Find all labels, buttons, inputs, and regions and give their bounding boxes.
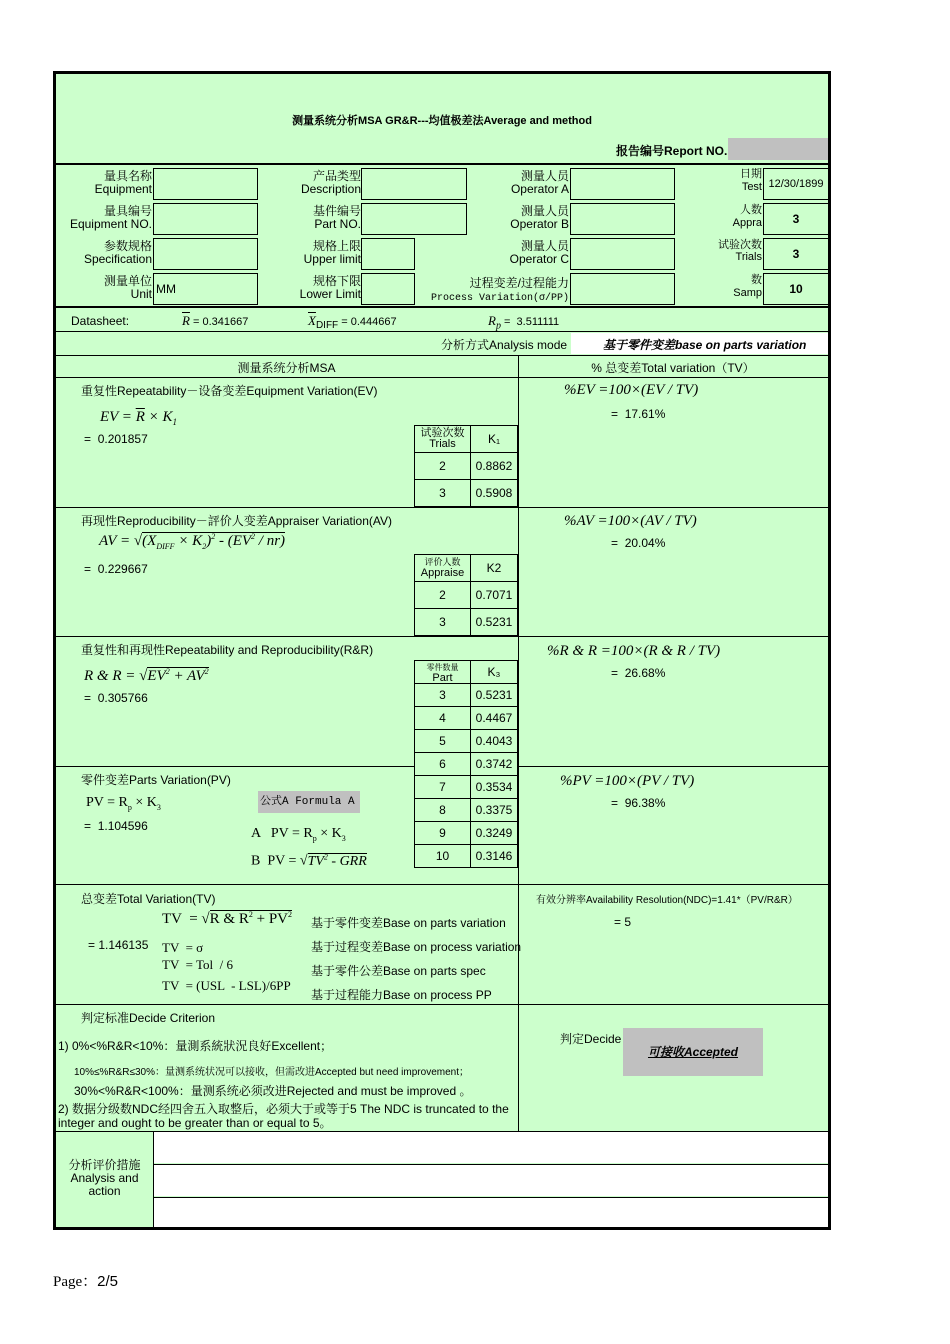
rr-formula: R & $R = √EV^2 + AV^2$ xyxy=(84,667,209,684)
equipment-field[interactable] xyxy=(153,168,258,200)
col-right-header: % 总变差Total variation（TV） xyxy=(591,361,755,375)
appraisers-label: 人数 Appra xyxy=(732,204,762,229)
formula-a-box[interactable]: 公式A Formula A xyxy=(258,791,360,813)
decide-label: 判定Decide xyxy=(560,1032,622,1046)
pv-formula: PV = $R_p \times K_3$ xyxy=(86,795,161,812)
page-title: 测量系统分析MSA GR&R---均值极差法Average and method xyxy=(292,115,592,127)
rr-row-7-k: 0.3249 xyxy=(471,822,518,845)
tv-basis-1: 基于零件变差Base on parts variation xyxy=(311,916,506,930)
date-field[interactable]: 12/30/1899 xyxy=(763,168,829,200)
msa-sheet xyxy=(53,71,831,1230)
rr-row-4-n: 6 xyxy=(415,753,471,776)
description-label: 产品类型 Description xyxy=(300,169,361,196)
rr-row-6-n: 8 xyxy=(415,799,471,822)
av-value: = 0.229667 xyxy=(84,562,148,576)
av-row-1-k: 0.7071 xyxy=(471,582,518,609)
ev-row-2-k: 0.5908 xyxy=(471,480,518,507)
rr-k3-table xyxy=(414,660,518,868)
action-label: 分析评价措施 Analysis and action xyxy=(68,1158,141,1198)
ev-pct-formula: %EV =100×(EV / TV) xyxy=(564,382,699,398)
ndc-label: 有效分辨率Availability Resolution(NDC)=1.41*（PV/R&R） xyxy=(536,895,798,906)
ev-k1-table xyxy=(414,425,518,507)
ev-value: = 0.201857 xyxy=(84,432,148,446)
tv-title: 总变差Total Variation(TV) xyxy=(81,892,216,906)
av-row-1-n: 2 xyxy=(415,582,471,609)
rr-pct-formula: %R & R =100×(R & R / TV) xyxy=(547,643,721,659)
rr-pct-value: = 26.68% xyxy=(611,666,666,680)
equipment-no-label: 量具编号 Equipment NO. xyxy=(69,204,152,231)
tv-formula-1: TV = √R & $R^2 + PV^2$ xyxy=(162,910,292,927)
equipment-label: 量具名称 Equipment xyxy=(94,169,152,196)
unit-field[interactable]: MM xyxy=(153,273,258,305)
tv-basis-3: 基于零件公差Base on parts spec xyxy=(311,964,486,978)
decide-value[interactable]: 可接收Accepted xyxy=(623,1028,763,1076)
criterion-line-1: 1) 0%<%R&R<10%：量測系統狀況良好Excellent； xyxy=(58,1039,333,1053)
part-no-label: 基件编号 Part NO. xyxy=(312,204,361,231)
page-footer: Page：2/5 xyxy=(53,1273,119,1290)
rr-row-1-k: 0.5231 xyxy=(471,684,518,707)
rr-k-label: K₃ xyxy=(471,661,518,684)
process-variation-field[interactable] xyxy=(570,273,675,305)
ev-row-2-trials: 3 xyxy=(415,480,471,507)
description-field[interactable] xyxy=(361,168,467,200)
pv-title: 零件变差Parts Variation(PV) xyxy=(81,773,231,787)
av-row-2-k: 0.5231 xyxy=(471,609,518,636)
rr-row-2-n: 4 xyxy=(415,707,471,730)
criterion-title: 判定标准Decide Criterion xyxy=(81,1011,216,1025)
tv-formula-3: TV = Tol / 6 xyxy=(162,957,233,972)
operator-b-field[interactable] xyxy=(570,203,675,235)
rr-title: 重复性和再现性Repeatability and Reproducibility(R&R) xyxy=(81,643,374,657)
action-line-3[interactable] xyxy=(154,1198,828,1227)
samples-label: 数 Samp xyxy=(733,274,762,299)
ev-table-header: 试验次数 Trials xyxy=(415,426,471,453)
equipment-no-field[interactable] xyxy=(153,203,258,235)
trials-field[interactable]: 3 xyxy=(763,238,829,270)
av-pct-value: = 20.04% xyxy=(611,536,666,550)
rr-row-5-n: 7 xyxy=(415,776,471,799)
part-no-field[interactable] xyxy=(361,203,467,235)
datasheet-label: Datasheet: xyxy=(71,314,130,328)
rr-row-1-n: 3 xyxy=(415,684,471,707)
rr-row-3-k: 0.4043 xyxy=(471,730,518,753)
criterion-line-2: 10%≤%R&R≤30%：量测系统状况可以接收，但需改进Accepted but need improvement； xyxy=(74,1067,469,1078)
upper-limit-field[interactable] xyxy=(361,238,415,270)
appraisers-field[interactable]: 3 xyxy=(763,203,829,235)
specification-field[interactable] xyxy=(153,238,258,270)
report-no-label: 报告编号Report NO. xyxy=(616,144,728,158)
pv-pct-value: = 96.38% xyxy=(611,796,666,810)
operator-a-field[interactable] xyxy=(570,168,675,200)
rr-row-4-k: 0.3742 xyxy=(471,753,518,776)
av-k2-table xyxy=(414,554,518,636)
criterion-line-4: 2) 数据分级数NDC经四舍五入取整后，必须大于或等于5 The NDC is truncated to the integer and ought to be greater than or equal to 5。 xyxy=(58,1102,509,1130)
samples-field[interactable]: 10 xyxy=(763,273,829,305)
ev-formula: EV = $\overline{R} \times K_1$ xyxy=(100,409,177,427)
operator-b-label: 测量人员 Operator B xyxy=(510,204,569,231)
process-variation-label: 过程变差/过程能力 Process Variation(σ/PP) xyxy=(430,276,569,304)
date-label: 日期 Test xyxy=(740,168,762,193)
ev-row-1-k: 0.8862 xyxy=(471,453,518,480)
av-formula: AV = $√(X_{DIFF} \times K_2)^2 - (EV^2 / nr)$ xyxy=(99,532,286,551)
rr-row-3-n: 5 xyxy=(415,730,471,753)
col-left-header: 测量系统分析MSA xyxy=(237,361,336,375)
tv-basis-4: 基于过程能力Base on process PP xyxy=(311,988,492,1002)
ev-title: 重复性Repeatability－设备变差Equipment Variation(EV) xyxy=(81,384,378,398)
ev-k-label: K₁ xyxy=(471,426,518,453)
av-table-header: 评价人数 Appraise xyxy=(415,555,471,582)
rr-row-5-k: 0.3534 xyxy=(471,776,518,799)
pv-formula-b: B PV = $√TV^2$ - GRR xyxy=(251,852,367,869)
criterion-line-3: 30%<%R&R<100%：量测系统必须改进Rejected and must be improved 。 xyxy=(74,1084,472,1098)
analysis-mode-label: 分析方式Analysis mode xyxy=(441,338,568,352)
r-bar-value: $\overline{R} = 0.341667$ xyxy=(182,313,249,328)
trials-label: 试验次数 Trials xyxy=(718,239,762,263)
lower-limit-field[interactable] xyxy=(361,273,415,305)
tv-value: = 1.146135 xyxy=(88,938,149,952)
rr-row-2-k: 0.4467 xyxy=(471,707,518,730)
lower-limit-label: 规格下限 Lower Limit xyxy=(299,274,361,301)
av-title: 再现性Reproducibility－評价人变差Appraiser Variation(AV) xyxy=(81,514,392,528)
analysis-mode-select[interactable]: 基于零件变差base on parts variation xyxy=(571,333,828,354)
av-pct-formula: %AV =100×(AV / TV) xyxy=(564,513,697,529)
report-no-field[interactable] xyxy=(728,138,828,160)
pv-formula-a: A PV = $R_p \times K_3$ xyxy=(251,826,346,843)
operator-c-label: 测量人员 Operator C xyxy=(509,239,569,266)
operator-a-label: 测量人员 Operator A xyxy=(510,169,569,196)
rr-row-7-n: 9 xyxy=(415,822,471,845)
rr-table-header: 零件数量 Part xyxy=(415,661,471,684)
tv-formula-4: TV = (USL - LSL)/6PP xyxy=(162,978,291,993)
ev-row-1-trials: 2 xyxy=(415,453,471,480)
rr-row-8-k: 0.3146 xyxy=(471,845,518,868)
av-k-label: K2 xyxy=(471,555,518,582)
av-row-2-n: 3 xyxy=(415,609,471,636)
unit-label: 测量单位 Unit xyxy=(103,274,152,301)
rp-value: $R_p = 3.511111$ xyxy=(488,313,560,332)
pv-value: = 1.104596 xyxy=(84,819,148,833)
rr-row-8-n: 10 xyxy=(415,845,471,868)
operator-c-field[interactable] xyxy=(570,238,675,270)
specification-label: 参数规格 Specification xyxy=(83,239,152,266)
x-diff-value: $\overline{X}_{DIFF} = 0.444667$ xyxy=(308,313,397,332)
action-line-1[interactable] xyxy=(154,1132,828,1163)
upper-limit-label: 规格上限 Upper limit xyxy=(303,239,361,266)
rr-row-6-k: 0.3375 xyxy=(471,799,518,822)
tv-formula-2: TV = σ xyxy=(162,940,204,955)
action-line-2[interactable] xyxy=(154,1165,828,1196)
tv-basis-2: 基于过程变差Base on process variation xyxy=(311,940,522,954)
pv-pct-formula: %PV =100×(PV / TV) xyxy=(560,773,695,789)
rr-value: = 0.305766 xyxy=(84,691,148,705)
ndc-value: = 5 xyxy=(614,915,632,929)
ev-pct-value: = 17.61% xyxy=(611,407,666,421)
